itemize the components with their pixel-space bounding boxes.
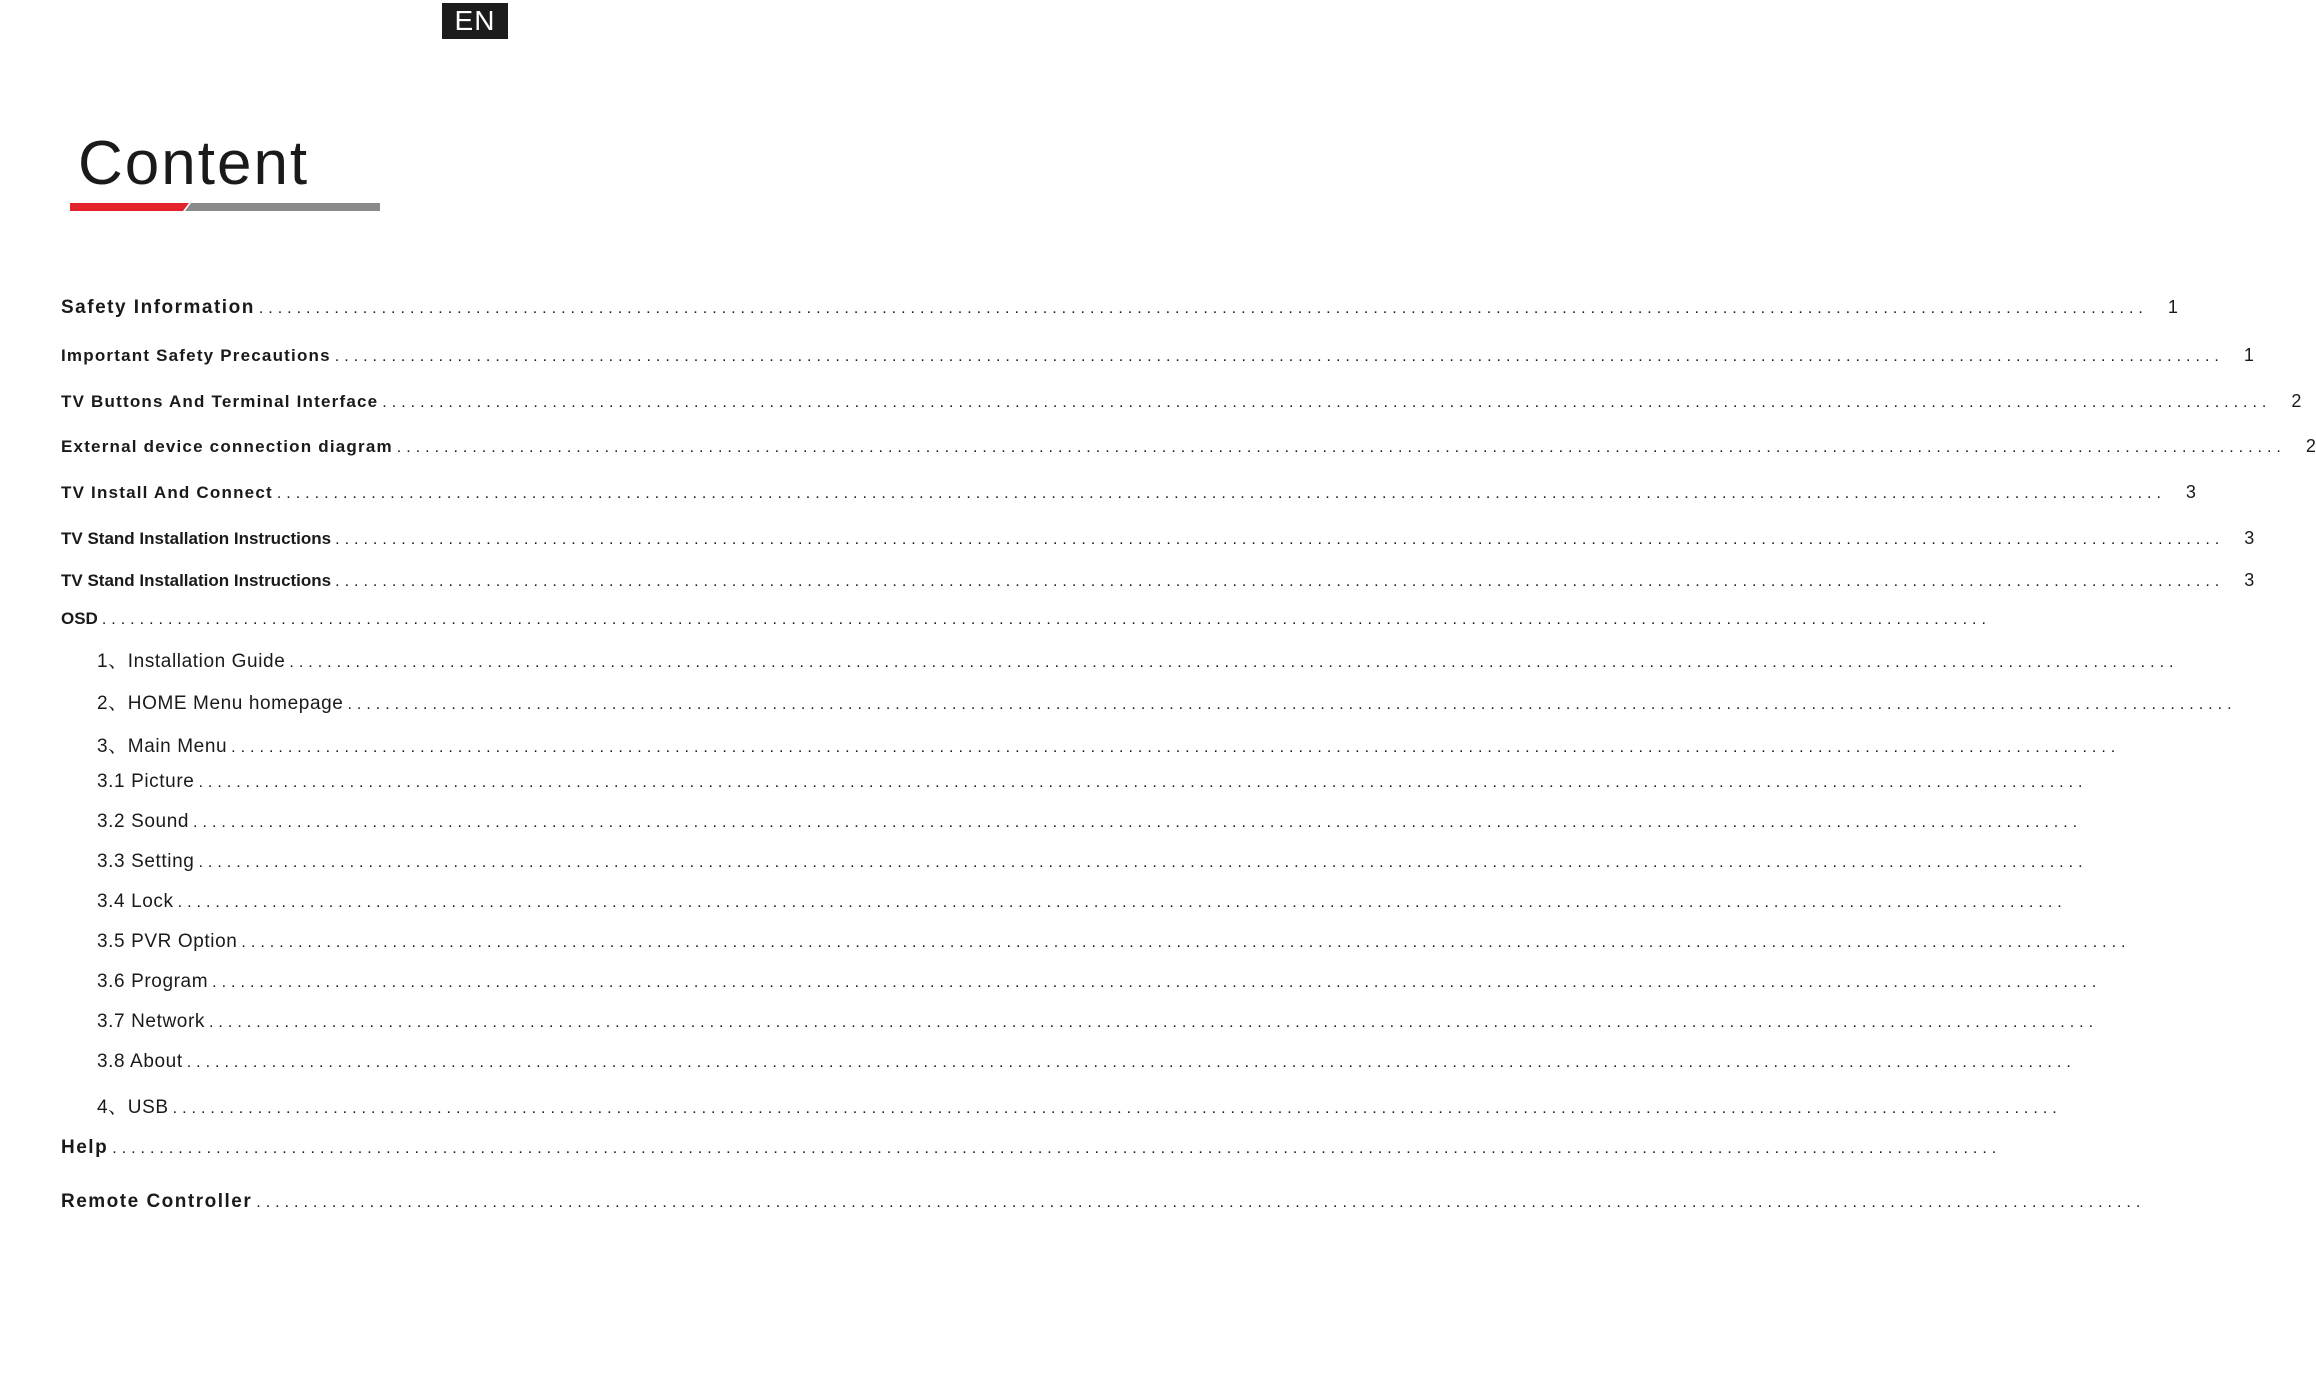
- toc-entry-label: Help: [61, 1137, 109, 1158]
- toc-leader-dots: ........................................................................................................................................................................................................: [289, 654, 2179, 671]
- toc-leader-dots: ........................................................................................................................................................................................................: [276, 485, 2166, 502]
- toc-leader-dots: ........................................................................................................................................................................................................: [101, 611, 1991, 628]
- toc-leader-dots: ........................................................................................................................................................................................................: [172, 1100, 2062, 1117]
- toc-entry-label: Safety Information: [61, 297, 255, 318]
- toc-subentry-pvr-option[interactable]: [97, 931, 2131, 953]
- toc-entry-label: 2、HOME Menu homepage: [97, 693, 344, 714]
- toc-entry-help[interactable]: [61, 1137, 2002, 1159]
- toc-page-number: 1: [2243, 345, 2254, 365]
- toc-entry-label: TV Stand Installation Instructions: [61, 571, 332, 590]
- toc-entry-label: TV Buttons And Terminal Interface: [61, 392, 379, 411]
- toc-entry-label: Remote Controller: [61, 1191, 253, 1212]
- toc-entry-tv-install[interactable]: [61, 482, 2196, 503]
- toc-page-number: 1: [2167, 297, 2178, 317]
- toc-subentry-picture[interactable]: [97, 771, 2088, 793]
- toc-page-number: 2: [2291, 391, 2302, 411]
- toc-leader-dots: ........................................................................................................................................................................................................: [231, 739, 2121, 756]
- toc-leader-dots: ........................................................................................................................................................................................................: [208, 1014, 2099, 1031]
- toc-leader-dots: ........................................................................................................................................................................................................: [347, 696, 2237, 713]
- toc-entry-remote-controller[interactable]: [61, 1191, 2146, 1213]
- toc-entry-label: OSD: [61, 609, 98, 628]
- toc-leader-dots: ........................................................................................................................................................................................................: [241, 934, 2131, 951]
- toc-leader-dots: ........................................................................................................................................................................................................: [186, 1054, 2076, 1071]
- toc-page-number: 3: [2244, 528, 2255, 548]
- toc-leader-dots: ........................................................................................................................................................................................................: [382, 394, 2272, 411]
- toc-leader-dots: ........................................................................................................................................................................................................: [177, 894, 2067, 911]
- toc-entry-safety-information[interactable]: [61, 297, 2178, 319]
- underline-gray-segment: [185, 203, 380, 211]
- toc-entry-label: 3.3 Setting: [97, 851, 195, 872]
- toc-page-number: 3: [2244, 570, 2255, 590]
- toc-leader-dots: ........................................................................................................................................................................................................: [198, 774, 2088, 791]
- underline-red-segment: [70, 203, 189, 211]
- toc-entry-label: 3.2 Sound: [97, 811, 190, 832]
- toc-leader-dots: ........................................................................................................................................................................................................: [256, 1194, 2146, 1211]
- toc-leader-dots: ........................................................................................................................................................................................................: [258, 300, 2148, 317]
- toc-leader-dots: ........................................................................................................................................................................................................: [112, 1140, 2002, 1157]
- toc-entry-label: Important Safety Precautions: [61, 346, 331, 365]
- toc-entry-label: External device connection diagram: [61, 437, 393, 456]
- toc-entry-osd[interactable]: [61, 609, 1991, 629]
- toc-leader-dots: ........................................................................................................................................................................................................: [335, 531, 2225, 548]
- toc-entry-label: 3.7 Network: [97, 1011, 205, 1032]
- toc-leader-dots: ........................................................................................................................................................................................................: [335, 573, 2225, 590]
- toc-leader-dots: ........................................................................................................................................................................................................: [193, 814, 2083, 831]
- toc-entry-label: 3.5 PVR Option: [97, 931, 238, 952]
- toc-subentry-program[interactable]: [97, 971, 2102, 993]
- toc-leader-dots: ........................................................................................................................................................................................................: [212, 974, 2102, 991]
- toc-entry-label: 3.4 Lock: [97, 891, 174, 912]
- toc-subentry-sound[interactable]: [97, 811, 2083, 833]
- toc-entry-label: 3.8 About: [97, 1051, 183, 1072]
- toc-entry-important-safety-precautions[interactable]: [61, 345, 2254, 366]
- toc-page-number: 2: [2305, 436, 2316, 456]
- toc-leader-dots: ........................................................................................................................................................................................................: [396, 439, 2286, 456]
- toc-page-number: 3: [2185, 482, 2196, 502]
- toc-subentry-lock[interactable]: [97, 891, 2067, 913]
- toc-entry-label: TV Install And Connect: [61, 483, 273, 502]
- toc-entry-tv-buttons[interactable]: [61, 391, 2302, 412]
- toc-entry-label: 4、USB: [97, 1097, 169, 1118]
- toc-subentry-about[interactable]: [97, 1051, 2076, 1073]
- toc-entry-label: 3.6 Program: [97, 971, 209, 992]
- toc-subentry-setting[interactable]: [97, 851, 2088, 873]
- toc-entry-external-device[interactable]: [61, 436, 2316, 457]
- page-title: Content: [78, 129, 310, 198]
- toc-subentry-main-menu[interactable]: [97, 731, 2121, 758]
- toc-subentry-network[interactable]: [97, 1011, 2099, 1033]
- title-underline: [70, 203, 380, 211]
- toc-leader-dots: ........................................................................................................................................................................................................: [198, 854, 2088, 871]
- toc-entry-label: 1、Installation Guide: [97, 651, 286, 672]
- toc-subentry-usb[interactable]: [97, 1092, 2062, 1119]
- toc-leader-dots: ........................................................................................................................................................................................................: [334, 348, 2224, 365]
- toc-subentry-installation-guide[interactable]: [97, 646, 2179, 673]
- toc-subentry-home-menu[interactable]: [97, 688, 2237, 715]
- language-badge: EN: [442, 3, 508, 39]
- toc-entry-label: TV Stand Installation Instructions: [61, 529, 332, 548]
- toc-entry-tv-stand-1[interactable]: [61, 528, 2255, 549]
- toc-entry-label: 3.1 Picture: [97, 771, 195, 792]
- toc-entry-tv-stand-2[interactable]: [61, 570, 2255, 591]
- toc-entry-label: 3、Main Menu: [97, 736, 228, 757]
